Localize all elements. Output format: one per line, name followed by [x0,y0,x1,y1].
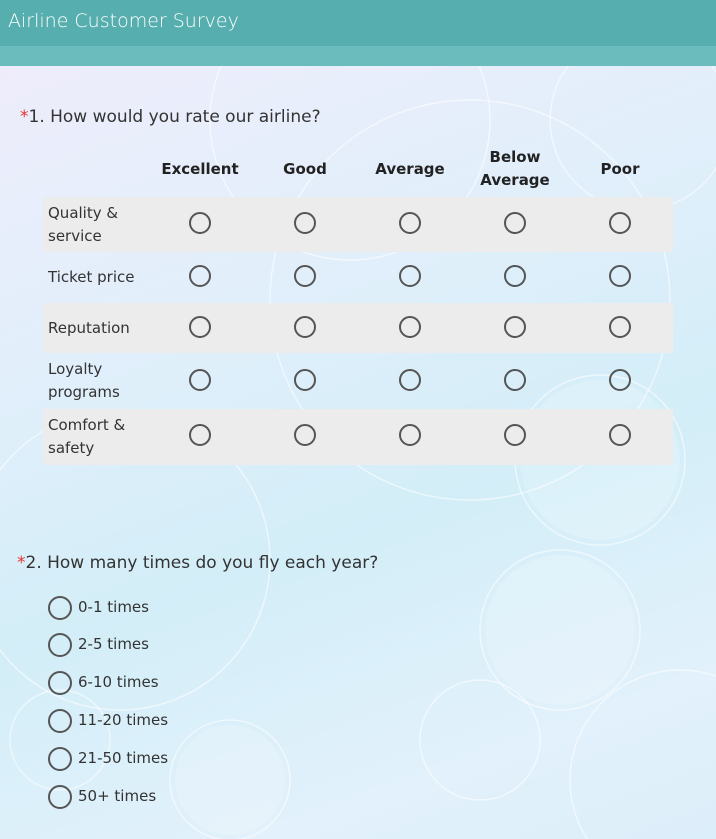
radio-reputation-below-average[interactable] [504,316,526,338]
radio-comfort-below-average[interactable] [504,424,526,446]
option-label: 50+ times [78,787,157,805]
radio-price-below-average[interactable] [504,265,526,287]
radio-loyalty-good[interactable] [294,369,316,391]
option-label: 21-50 times [78,749,169,767]
matrix-row-loyalty-programs [43,353,673,409]
app-header [0,0,716,46]
radio-price-good[interactable] [294,265,316,287]
radio-comfort-excellent[interactable] [189,424,211,446]
radio-price-excellent[interactable] [189,265,211,287]
radio-quality-average[interactable] [399,212,421,234]
row-label-loyalty-programs: Loyalty programs [48,360,120,401]
matrix-row-reputation [43,303,673,353]
row-label-comfort-safety: Comfort & safety [48,416,126,457]
question-2-title [17,553,378,573]
column-poor: Poor [600,160,640,178]
radio-quality-below-average[interactable] [504,212,526,234]
radio-reputation-average[interactable] [399,316,421,338]
radio-quality-good[interactable] [294,212,316,234]
radio-price-average[interactable] [399,265,421,287]
radio-0-1-times[interactable] [48,596,72,620]
required-mark: * [17,553,26,573]
row-label-quality-service: Quality & service [48,204,119,245]
question-1-text: 1. How would you rate our airline? [28,107,321,127]
row-label-ticket-price: Ticket price [48,268,135,286]
radio-comfort-average[interactable] [399,424,421,446]
radio-50-plus-times[interactable] [48,785,72,809]
radio-loyalty-below-average[interactable] [504,369,526,391]
option-label: 11-20 times [78,711,169,729]
matrix-row-quality-service [43,197,673,252]
radio-21-50-times[interactable] [48,747,72,771]
option-label: 0-1 times [78,598,149,616]
radio-loyalty-average[interactable] [399,369,421,391]
option-label: 2-5 times [78,635,149,653]
radio-2-5-times[interactable] [48,633,72,657]
radio-reputation-good[interactable] [294,316,316,338]
question-2-text: 2. How many times do you fly each year? [25,553,379,573]
radio-reputation-excellent[interactable] [189,316,211,338]
option-label: 6-10 times [78,673,159,691]
survey-title: Airline Customer Survey [8,10,239,32]
matrix-row-comfort-safety [43,409,673,465]
radio-comfort-good[interactable] [294,424,316,446]
radio-11-20-times[interactable] [48,709,72,733]
radio-loyalty-poor[interactable] [609,369,631,391]
question-1-title [20,107,321,127]
matrix-row-ticket-price [43,252,673,303]
header-subbar [0,46,716,66]
row-label-reputation: Reputation [48,319,130,337]
column-excellent: Excellent [161,160,239,178]
radio-price-poor[interactable] [609,265,631,287]
column-average: Average [375,160,445,178]
required-mark: * [20,107,29,127]
radio-comfort-poor[interactable] [609,424,631,446]
radio-reputation-poor[interactable] [609,316,631,338]
radio-loyalty-excellent[interactable] [189,369,211,391]
column-below-average: Below Average [480,148,550,189]
radio-quality-excellent[interactable] [189,212,211,234]
column-good: Good [283,160,327,178]
radio-quality-poor[interactable] [609,212,631,234]
radio-6-10-times[interactable] [48,671,72,695]
